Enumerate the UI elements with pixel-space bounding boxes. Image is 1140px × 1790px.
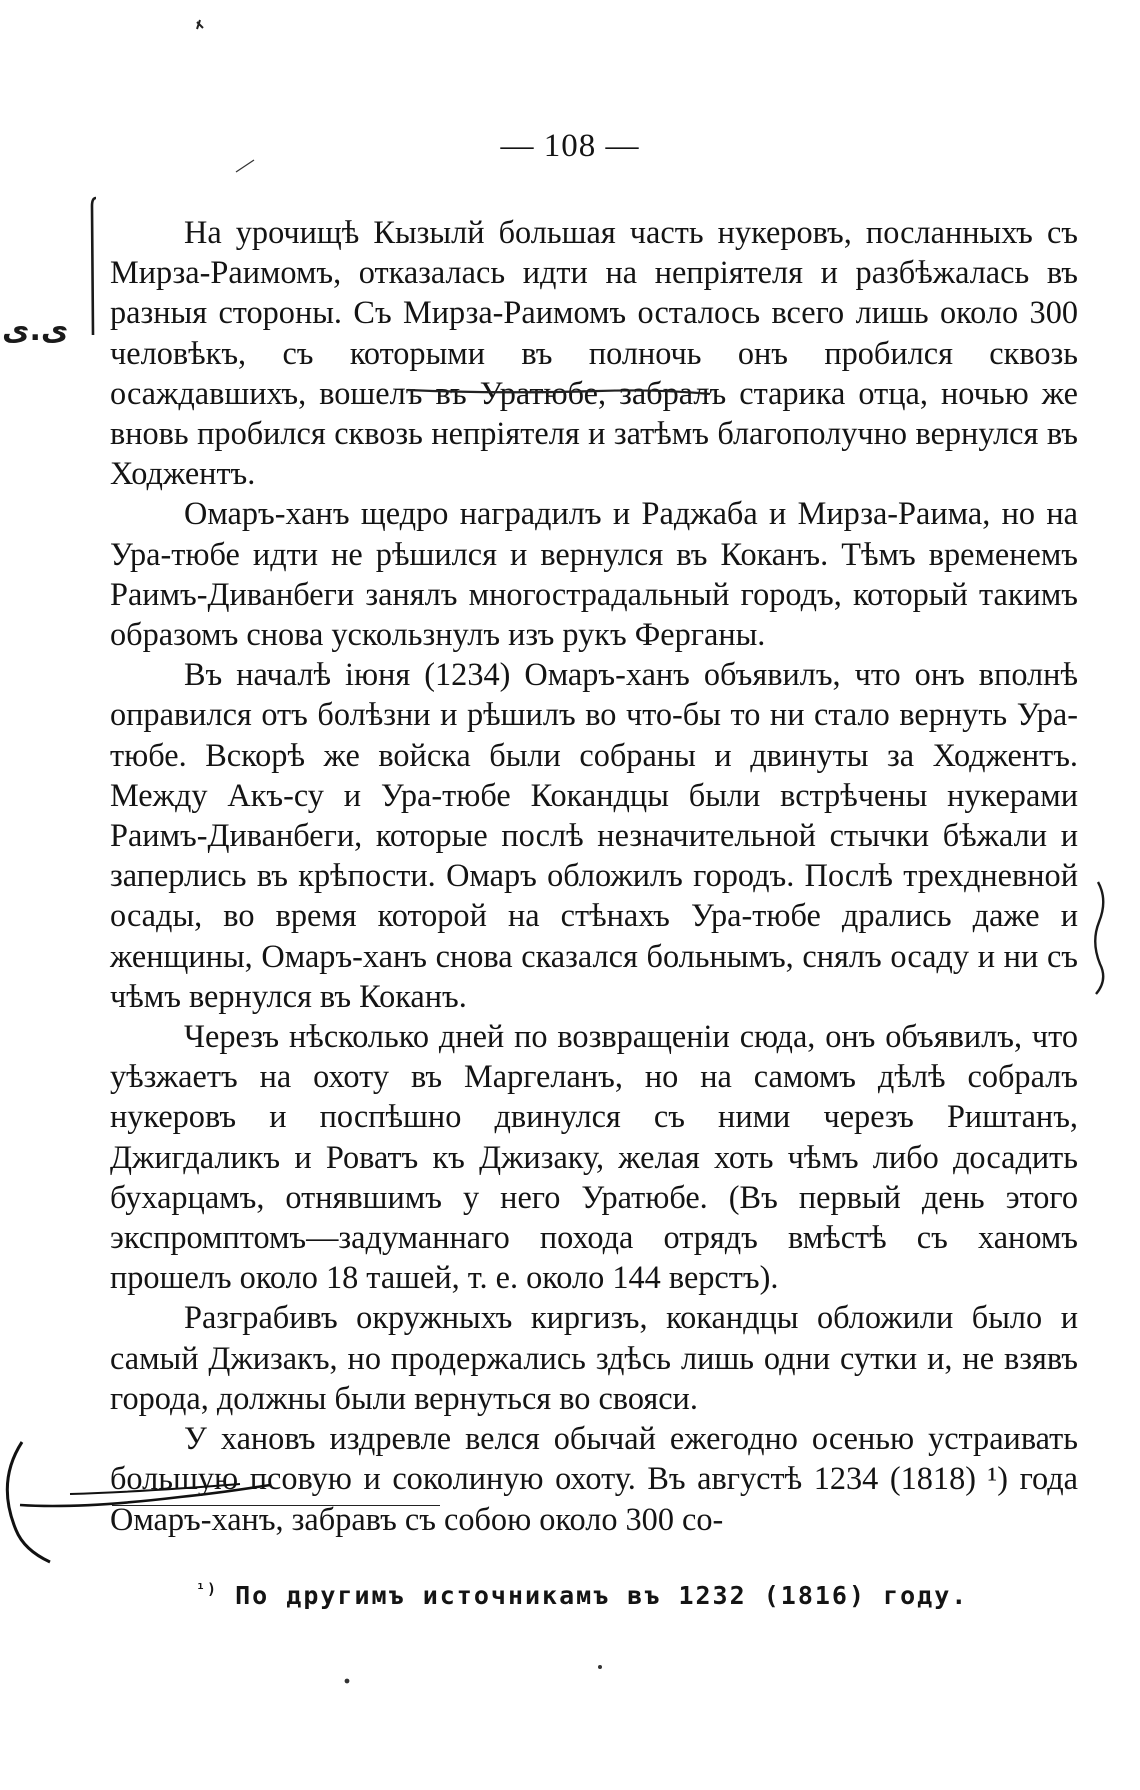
paragraph-2: Омаръ-ханъ щедро наградилъ и Раджаба и Мирза-Раима, но на Ура-тюбе идти не рѣшился и вернулся въ Коканъ. Тѣмъ временемъ Раимъ-Диванбеги занялъ многострадальный городъ, который такимъ образомъ снова ускользнулъ изъ рукъ Ферганы. xyxy=(110,495,1078,653)
footnote-marker: ¹) xyxy=(196,1580,219,1598)
margin-bracket-right xyxy=(1095,882,1103,994)
ink-speck xyxy=(197,20,203,29)
ink-dot xyxy=(598,1665,602,1669)
body-text xyxy=(110,212,1078,1539)
ink-dot xyxy=(345,1679,350,1684)
footnote-text: По другимъ источникамъ въ 1232 (1816) году. xyxy=(235,1581,969,1610)
paragraph-3: Въ началѣ іюня (1234) Омаръ-ханъ объявилъ, что онъ вполнѣ оправился отъ болѣзни и рѣшилъ во что-бы то ни стало вернуть Ура-тюбе. Вскорѣ же войска были собраны и двинуты за Ходжентъ. Между Акъ-су и Ура-тюбе Кокандцы были встрѣчены нукерами Раимъ-Диванбеги, которые послѣ незначительной стычки бѣжали и заперлись въ крѣпости. Омаръ обложилъ городъ. Послѣ трехдневной осады, во время которой на стѣнахъ Ура-тюбе дрались даже и женщины, Омаръ-ханъ снова сказался больнымъ, снялъ осаду и ни съ чѣмъ вернулся въ Коканъ. xyxy=(110,656,1078,1014)
margin-parenthesis xyxy=(7,1442,50,1562)
paragraph-4: Черезъ нѣсколько дней по возвращеніи сюда, онъ объявилъ, что уѣзжаетъ на охоту въ Маргеланъ, но на самомъ дѣлѣ собралъ нукеровъ и поспѣшно двинулся съ ними черезъ Риштанъ, Джигдаликъ и Роватъ къ Джизаку, желая хоть чѣмъ либо досадить бухарцамъ, отнявшимъ у него Уратюбе. (Въ первый день этого экспромптомъ—задуманнаго похода отрядъ вмѣстѣ съ ханомъ прошелъ около 18 ташей, т. е. около 144 верстъ). xyxy=(110,1018,1078,1296)
margin-bracket-left xyxy=(92,198,96,335)
paragraph-5: Разграбивъ окружныхъ киргизъ, кокандцы обложили было и самый Джизакъ, но продержались здѣсь лишь одни сутки и, не взявъ города, должны были вернуться во свояси. xyxy=(110,1299,1078,1416)
footnote-rule xyxy=(112,1505,440,1506)
margin-note: ى.ى xyxy=(2,313,69,348)
page-number: — 108 — xyxy=(500,128,640,164)
paragraph-1: На урочищѣ Кызылй большая часть нукеровъ, посланныхъ съ Мирза-Раимомъ, отказалась идти на непріятеля и разбѣжалась въ разныя стороны. Съ Мирза-Раимомъ осталось всего лишь около 300 человѣкъ, съ которыми въ полночь онъ пробился сквозь осаждавшихъ, вошелъ въ Уратюбе, забралъ старика отца, ночью же вновь пробился сквозь непріятеля и затѣмъ благополучно вернулся въ Ходжентъ. xyxy=(110,214,1078,492)
footnote xyxy=(196,1580,1076,1610)
paragraph-6: У хановъ издревле велся обычай ежегодно осенью устраивать большую псовую и соколиную охоту. Въ августѣ 1234 (1818) ¹) года Омаръ-ханъ, забравъ съ собою около 300 со- xyxy=(110,1420,1078,1537)
